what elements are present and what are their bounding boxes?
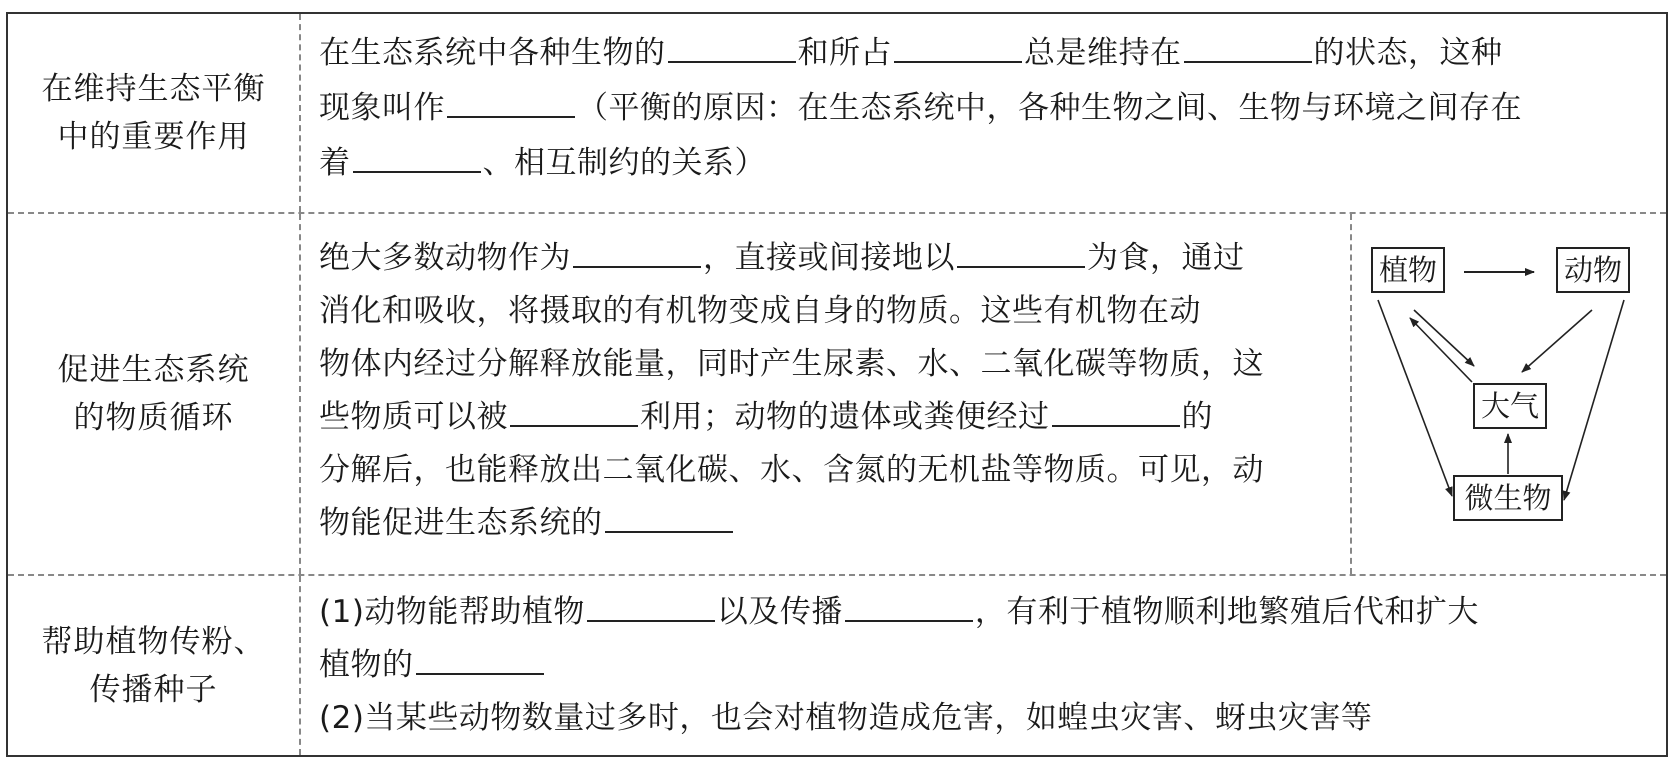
row-label <box>8 214 301 574</box>
row-label-line: 中的重要作用 <box>57 119 250 155</box>
content-line: 物体内经过分解释放能量，同时产生尿素、水、二氧化碳等物质，这 <box>319 346 1264 382</box>
arrow-animal-to-microbe <box>1564 300 1624 500</box>
row-label-line: 促进生态系统 <box>57 352 250 388</box>
table-row <box>8 212 1666 574</box>
content-line: (1)动物能帮助植物 以及传播 ，有利于植物顺利地繁殖后代和扩大 <box>319 586 1646 639</box>
content-line: 分解后，也能释放出二氧化碳、水、含氮的无机盐等物质。可见，动 <box>319 452 1264 488</box>
knowledge-table <box>6 12 1668 757</box>
table-row <box>8 14 1666 212</box>
fill-blank[interactable] <box>587 590 715 622</box>
content-line: 着 、相互制约的关系） <box>319 136 1646 191</box>
row-label-line: 的物质循环 <box>73 400 234 436</box>
node-plant <box>1372 248 1444 292</box>
row-content <box>301 576 1666 755</box>
content-line: 些物质可以被 利用；动物的遗体或粪便经过 的 <box>319 391 1330 444</box>
material-cycle-diagram <box>1350 214 1666 574</box>
row-content <box>301 214 1350 574</box>
row-label-line: 传播种子 <box>89 671 218 708</box>
fill-blank[interactable] <box>447 86 575 118</box>
fill-blank[interactable] <box>1184 31 1312 63</box>
fill-blank[interactable] <box>416 643 544 675</box>
fill-blank[interactable] <box>668 31 796 63</box>
svg-text:动物: 动物 <box>1563 253 1623 287</box>
arrow-air-to-plant <box>1410 318 1472 382</box>
fill-blank[interactable] <box>605 501 733 533</box>
fill-blank[interactable] <box>957 236 1085 268</box>
arrow-plant-to-air <box>1414 310 1474 366</box>
content-line: (2)当某些动物数量过多时，也会对植物造成危害，如蝗虫灾害、蚜虫灾害等 <box>319 700 1373 736</box>
cycle-diagram-svg <box>1352 214 1664 572</box>
node-microbe <box>1454 476 1562 520</box>
content-line: 绝大多数动物作为 ，直接或间接地以 为食，通过 <box>319 232 1330 285</box>
arrow-plant-to-microbe <box>1378 300 1452 496</box>
svg-text:植物: 植物 <box>1378 253 1438 287</box>
arrow-animal-to-air <box>1522 310 1592 372</box>
content-line: 植物的 <box>319 639 1646 692</box>
content-line: 物能促进生态系统的 <box>319 497 1330 550</box>
row-label-line: 帮助植物传粉、 <box>41 623 266 660</box>
fill-blank[interactable] <box>894 31 1022 63</box>
table-row <box>8 574 1666 755</box>
row-content <box>301 14 1666 212</box>
row-label-line: 在维持生态平衡 <box>41 71 266 107</box>
content-line: 现象叫作 （平衡的原因：在生态系统中，各种生物之间、生物与环境之间存在 <box>319 81 1646 136</box>
node-air <box>1474 384 1546 428</box>
row-label <box>8 14 301 212</box>
svg-text:大气: 大气 <box>1480 389 1540 423</box>
fill-blank[interactable] <box>1052 395 1180 427</box>
fill-blank[interactable] <box>573 236 701 268</box>
node-animal <box>1557 248 1629 292</box>
fill-blank[interactable] <box>353 141 481 173</box>
content-line: 消化和吸收，将摄取的有机物变成自身的物质。这些有机物在动 <box>319 293 1201 329</box>
svg-text:微生物: 微生物 <box>1464 481 1552 515</box>
fill-blank[interactable] <box>510 395 638 427</box>
row-label <box>8 576 301 755</box>
content-line: 在生态系统中各种生物的 和所占 总是维持在 的状态，这种 <box>319 26 1646 81</box>
fill-blank[interactable] <box>845 590 973 622</box>
